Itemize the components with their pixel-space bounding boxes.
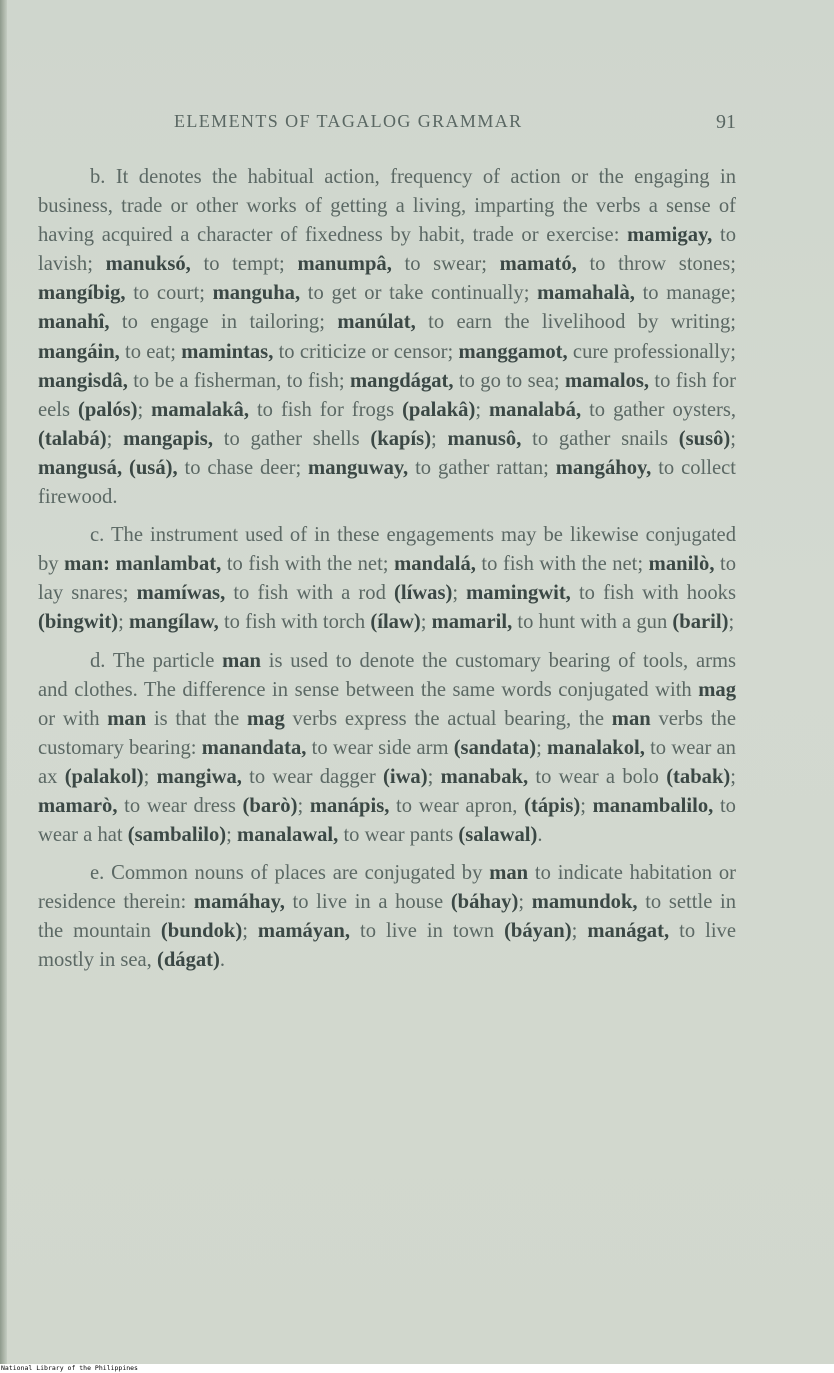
bold-term: (kapís): [370, 427, 432, 450]
bold-term: (palós): [77, 398, 138, 421]
text-run: is used to denote the customary bearing of tools, arms and clothes. The difference in sense between the same words conjugated with: [38, 649, 736, 701]
bold-term: (ílaw): [370, 611, 421, 634]
text-run: to fish with hooks: [570, 582, 736, 605]
bold-term: (palakol): [64, 765, 144, 788]
bold-term: manilò,: [648, 553, 715, 576]
page-number: 91: [716, 111, 736, 133]
bold-term: (barò): [242, 794, 298, 817]
text-run: d. The particle: [90, 649, 223, 672]
bold-term: (dágat): [156, 949, 220, 972]
bold-term: mamíwas,: [136, 582, 226, 605]
bold-term: manahî,: [38, 311, 110, 334]
text-run: to live in town: [350, 920, 505, 943]
text-run: ;: [730, 765, 737, 788]
paragraph-e: [38, 859, 736, 975]
bold-term: (talabá): [38, 427, 107, 450]
text-run: ;: [106, 427, 124, 450]
bold-term: mangisdâ,: [38, 369, 128, 392]
text-run: or with: [38, 707, 108, 730]
text-run: c. The instrument used of in these engagements may be likewise conjugated by: [38, 524, 736, 576]
bold-term: mangáin,: [38, 340, 120, 363]
text-run: to wear dress: [117, 794, 243, 817]
text-run: ;: [475, 398, 489, 421]
bold-term: man: [489, 862, 529, 885]
text-run: ;: [571, 920, 588, 943]
bold-term: (salawal): [458, 824, 538, 847]
text-run: ;: [536, 736, 548, 759]
text-run: to court;: [125, 282, 213, 305]
bold-term: manusô,: [447, 427, 522, 450]
text-run: to tempt;: [190, 253, 298, 276]
bold-term: manalabá,: [489, 398, 582, 421]
bold-term: (susô): [678, 427, 731, 450]
text-run: to fish for frogs: [249, 398, 403, 421]
text-run: to live mostly in sea,: [38, 920, 736, 972]
text-run: ;: [452, 582, 467, 605]
text-run: to wear dagger: [241, 765, 383, 788]
bold-term: mangáhoy,: [555, 456, 652, 479]
bold-term: mamarò,: [38, 794, 118, 817]
text-run: to settle in the mountain: [38, 891, 736, 943]
text-run: b. It denotes the habitual action, frequency of action or the engaging in business, trade or other works of getting a living, imparting the verbs a sense of having acquired a character of fixedness by habit, trade or exercise:: [38, 166, 736, 247]
text-run: to earn the livelihood by writing;: [415, 311, 736, 334]
bold-term: mag: [247, 707, 285, 730]
bold-term: (sambalilo): [127, 824, 227, 847]
text-run: ;: [728, 611, 735, 634]
text-run: to throw stones;: [576, 253, 737, 276]
bold-term: (sandata): [453, 736, 537, 759]
text-run: to wear apron,: [389, 794, 525, 817]
bold-term: mangiwa,: [156, 765, 242, 788]
text-run: to gather rattan;: [408, 456, 556, 479]
bold-term: (báyan): [504, 920, 572, 943]
bold-term: mandalá,: [394, 553, 476, 576]
bold-term: mangusá, (usá),: [38, 456, 178, 479]
bold-term: man: [611, 707, 651, 730]
text-run: is that the: [146, 707, 247, 730]
bold-term: (líwas): [393, 582, 453, 605]
bold-term: manggamot,: [458, 340, 568, 363]
bold-term: mangílaw,: [128, 611, 219, 634]
bold-term: mangapis,: [123, 427, 213, 450]
bold-term: (bundok): [160, 920, 243, 943]
text-run: to gather oysters,: [581, 398, 736, 421]
text-run: to gather shells: [212, 427, 371, 450]
text-run: to get or take continually;: [300, 282, 538, 305]
bold-term: mamundok,: [531, 891, 638, 914]
bold-term: mamalakâ,: [151, 398, 249, 421]
text-run: ;: [431, 427, 448, 450]
text-run: to live in a house: [284, 891, 451, 914]
text-run: to fish with the net;: [221, 553, 395, 576]
text-run: to gather snails: [521, 427, 679, 450]
text-run: to go to sea;: [453, 369, 565, 392]
bold-term: mamingwit,: [466, 582, 571, 605]
bold-term: man: manlambat,: [64, 553, 222, 576]
text-run: .: [537, 824, 543, 847]
text-run: verbs the customary bearing:: [38, 707, 736, 759]
text-run: to wear side arm: [306, 736, 454, 759]
text-run: verbs express the actual bearing, the: [284, 707, 612, 730]
text-run: to lavish;: [38, 224, 736, 276]
text-run: to wear a hat: [38, 794, 736, 847]
text-run: to fish with torch: [218, 611, 371, 634]
text-run: to criticize or censor;: [273, 340, 459, 363]
text-run: to swear;: [391, 253, 500, 276]
bold-term: mag: [698, 678, 736, 701]
bold-term: (tápis): [524, 794, 581, 817]
text-run: ;: [226, 824, 238, 847]
bold-term: manguha,: [212, 282, 301, 305]
bold-term: manalakol,: [547, 736, 645, 759]
bold-term: manumpâ,: [297, 253, 392, 276]
bold-term: mangdágat,: [350, 369, 454, 392]
bold-term: man: [107, 707, 147, 730]
text-run: ;: [518, 891, 532, 914]
bold-term: manalawal,: [237, 824, 339, 847]
text-run: to eat;: [119, 340, 182, 363]
body-text: [38, 163, 736, 976]
text-run: ;: [427, 765, 441, 788]
bold-term: man: [222, 649, 261, 672]
text-run: ;: [420, 611, 432, 634]
text-run: to fish with the net;: [475, 553, 649, 576]
bold-term: mamigay,: [627, 224, 713, 247]
text-run: to fish for eels: [38, 369, 737, 421]
text-run: to fish with a rod: [225, 582, 394, 605]
text-run: to wear an ax: [38, 736, 736, 788]
bold-term: (bingwit): [38, 611, 119, 634]
bold-term: manandata,: [201, 736, 307, 759]
bold-term: mamáhay,: [193, 891, 285, 914]
text-run: ;: [730, 427, 737, 450]
bold-term: mamintas,: [181, 340, 274, 363]
bold-term: manúlat,: [337, 311, 416, 334]
running-header: [40, 111, 740, 141]
bold-term: mamató,: [499, 253, 577, 276]
running-title: ELEMENTS OF TAGALOG GRAMMAR: [174, 111, 523, 131]
bold-term: (iwa): [382, 765, 428, 788]
page-edge: [0, 0, 7, 1364]
bold-term: manambalilo,: [592, 794, 714, 817]
text-run: e. Common nouns of places are conjugated by: [90, 862, 490, 885]
bold-term: manápis,: [309, 794, 390, 817]
text-run: to chase deer;: [177, 456, 309, 479]
bold-term: mamalos,: [564, 369, 650, 392]
text-run: to lay snares;: [38, 553, 737, 605]
paragraph-c: [38, 521, 736, 637]
bold-term: manguway,: [308, 456, 409, 479]
library-credit: National Library of the Philippines: [1, 1364, 138, 1372]
text-run: ;: [297, 794, 310, 817]
paragraph-d: [38, 647, 736, 851]
text-run: cure professionally;: [567, 340, 736, 363]
bold-term: manágat,: [587, 920, 670, 943]
bold-term: (tabak): [666, 765, 731, 788]
text-run: .: [219, 949, 226, 972]
text-run: to manage;: [634, 282, 737, 305]
text-run: to collect firewood.: [38, 456, 736, 509]
scan-footer: [0, 1364, 834, 1373]
bold-term: (baril): [672, 611, 729, 634]
bold-term: manabak,: [440, 765, 529, 788]
text-run: ;: [137, 398, 152, 421]
text-run: to wear pants: [338, 824, 459, 847]
bold-term: mangíbig,: [38, 282, 126, 305]
text-run: to engage in tailoring;: [109, 311, 338, 334]
bold-term: mamahalà,: [537, 282, 635, 305]
bold-term: mamáyan,: [257, 920, 351, 943]
bold-term: (palakâ): [402, 398, 476, 421]
text-run: ;: [242, 920, 258, 943]
text-run: to be a fisherman, to fish;: [127, 369, 350, 392]
paragraph-b: [38, 163, 736, 512]
text-run: ;: [118, 611, 129, 634]
text-run: ;: [143, 765, 157, 788]
bold-term: manuksó,: [105, 253, 191, 276]
bold-term: (báhay): [450, 891, 519, 914]
text-run: to wear a bolo: [528, 765, 667, 788]
text-run: to indicate habitation or residence therein:: [38, 862, 736, 914]
text-run: to hunt with a gun: [512, 611, 673, 634]
bold-term: mamaril,: [431, 611, 513, 634]
text-run: ;: [580, 794, 593, 817]
